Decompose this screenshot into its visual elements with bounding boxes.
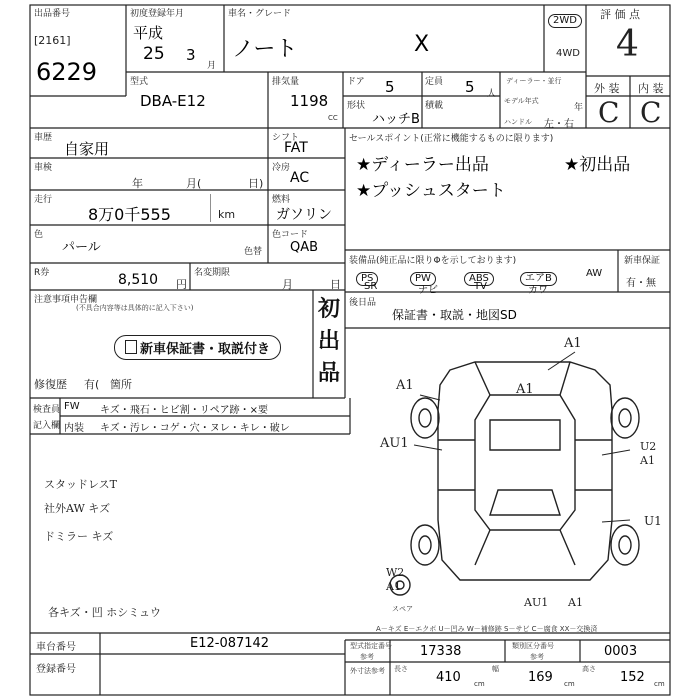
- category-number: 0003: [604, 644, 638, 659]
- inspection-year: 年: [132, 177, 143, 190]
- lot-code: [2161]: [34, 34, 71, 47]
- exterior-label: 外 装: [594, 82, 620, 95]
- dims-label: 外寸法参考: [350, 667, 385, 675]
- height-unit: cm: [654, 680, 665, 688]
- history-label: 車歴: [34, 133, 53, 143]
- year-unit: 年: [574, 103, 584, 113]
- capacity-label: 定員: [425, 77, 444, 87]
- handwritten-note-4: 各キズ・凹 ホシミュウ: [48, 606, 162, 619]
- category-ref: 参考: [530, 653, 544, 661]
- equip-airbag: エアB: [520, 266, 557, 286]
- displacement: 1198: [290, 92, 329, 110]
- interior-label: 内 装: [638, 82, 664, 95]
- equip-abs: ABS: [464, 266, 494, 286]
- lot-label: 出品番号: [34, 9, 71, 19]
- color-code: QAB: [290, 240, 319, 255]
- equip-sr: SR: [364, 281, 378, 292]
- equipment-label: 装備品(純正品に限りΦを示しております): [349, 256, 517, 266]
- equip-tv: TV: [474, 281, 487, 292]
- lot-number: 6229: [36, 58, 98, 86]
- category-label: 類別区分番号: [512, 642, 554, 650]
- inspection-month: 月(: [186, 177, 202, 190]
- damage-a1-bottom: A1: [568, 596, 583, 609]
- month-unit: 月: [207, 61, 217, 71]
- width-unit: cm: [564, 680, 575, 688]
- damage-legend: A－キズ E－エクボ U－凹み W－補修跡 S－サビ C－腐食 XX－交換済: [376, 625, 598, 633]
- shift: FAT: [284, 140, 308, 156]
- stamp-char-2: 出: [317, 329, 340, 354]
- recycle-label: R券: [34, 268, 50, 278]
- model-spec-ref: 参考: [360, 653, 374, 661]
- stamp-char-1: 初: [317, 297, 340, 322]
- model-year-label: モデル年式: [504, 97, 539, 105]
- after-label: 後日品: [349, 298, 377, 308]
- fuel-label: 燃料: [272, 195, 291, 205]
- new-warranty-value: 有・無: [626, 278, 656, 289]
- inspector-label-2: 記入欄: [33, 421, 61, 431]
- car-name: ノート: [232, 37, 298, 62]
- notes-label: 注意事項申告欄: [34, 295, 98, 305]
- equip-aw: AW: [586, 268, 603, 279]
- loading-label: 積載: [425, 101, 444, 111]
- era: 平成: [133, 24, 164, 42]
- color: パール: [62, 240, 101, 255]
- model-spec-label: 型式指定番号: [350, 642, 392, 650]
- damage-a1-w2: A1: [386, 580, 401, 593]
- shape-label: 形状: [347, 101, 366, 111]
- door-label: ドア: [347, 77, 365, 87]
- shift-label: シフト: [272, 133, 300, 143]
- handle: 左・右: [544, 119, 574, 130]
- handwritten-note-2: 社外AW キズ: [44, 502, 111, 515]
- length-label: 長さ: [394, 665, 408, 673]
- inspector-row1: キズ・飛石・ヒビ割・リペア跡・×要: [100, 405, 268, 416]
- first-listing-stamp: [314, 294, 344, 390]
- first-reg-label: 初度登録年月: [130, 9, 185, 19]
- dealer-parallel: ディーラー・並行: [506, 77, 562, 85]
- model-label: 型式: [130, 77, 149, 87]
- inspector-label-1: 検査員: [33, 405, 61, 415]
- inspection-day: 日): [248, 177, 264, 190]
- first-reg-year: 25: [143, 44, 165, 64]
- history-value: 自家用: [64, 140, 110, 158]
- ac-label: 冷房: [272, 163, 291, 173]
- damage-a1-left: A1: [396, 378, 414, 393]
- inspector-row1-head: FW: [64, 401, 80, 412]
- chassis-number: E12-087142: [190, 636, 270, 651]
- damage-u1-right: U1: [644, 514, 662, 528]
- height-label: 高さ: [582, 665, 596, 673]
- fuel: ガソリン: [276, 207, 332, 223]
- equip-leather: カワ: [528, 285, 548, 296]
- damage-au1-left: AU1: [380, 436, 409, 451]
- displacement-label: 排気量: [272, 77, 300, 87]
- handle-label: ハンドル: [504, 118, 532, 126]
- damage-a1-center: A1: [516, 382, 534, 397]
- damage-a1-right: A1: [640, 454, 655, 467]
- repair-unit: 箇所: [110, 378, 132, 391]
- equip-navi: ナビ: [418, 285, 438, 296]
- height-value: 152: [620, 670, 645, 685]
- drive-2wd: 2WD: [548, 8, 582, 28]
- exterior-grade: C: [598, 96, 620, 129]
- stamp-char-3: 品: [317, 361, 340, 386]
- color-label: 色: [34, 230, 44, 240]
- selling-point-3: ★プッシュスタート: [356, 181, 506, 201]
- score-label: 評 価 点: [600, 8, 640, 21]
- recycle: 8,510: [118, 272, 159, 288]
- repair-value: 有(: [84, 378, 100, 391]
- recolor-label: 色替: [244, 247, 263, 257]
- model: DBA-E12: [140, 92, 206, 110]
- transfer-label: 名変期限: [194, 268, 231, 278]
- equip-pw: PW: [410, 266, 436, 286]
- selling-point-2: ★初出品: [564, 155, 631, 175]
- shape: ハッチB: [372, 112, 420, 127]
- interior-grade: C: [640, 96, 662, 129]
- score-value: 4: [616, 24, 639, 65]
- doors: 5: [385, 78, 395, 96]
- drive-4wd: 4WD: [556, 48, 580, 59]
- model-spec-number: 17338: [420, 644, 462, 659]
- damage-u2-right: U2: [640, 440, 657, 453]
- first-reg-month: 3: [186, 46, 196, 64]
- after-value: 保証書・取説・地図SD: [392, 308, 517, 322]
- equip-ps: PS: [356, 266, 378, 286]
- person-unit: 人: [487, 89, 497, 99]
- inspection-label: 車検: [34, 163, 53, 173]
- registration-label: 登録番号: [36, 664, 76, 675]
- damage-w2: W2: [386, 566, 405, 579]
- mileage-label: 走行: [34, 195, 53, 205]
- handwritten-note-3: ドミラー キズ: [44, 530, 114, 543]
- grade: X: [414, 32, 430, 57]
- inspector-row2-head: 内装: [64, 423, 84, 434]
- km-divider: [210, 194, 211, 222]
- length-value: 410: [436, 670, 461, 685]
- handwritten-note-1: スタッドレスT: [44, 478, 118, 491]
- repair-label: 修復歴: [34, 378, 67, 391]
- transfer-day: 日: [330, 278, 341, 291]
- damage-au1-bottom: AU1: [524, 596, 549, 609]
- width-value: 169: [528, 670, 553, 685]
- width-label: 幅: [492, 665, 499, 673]
- notes-sub: (不具合内容等は具体的に記入下さい): [76, 304, 194, 312]
- spare-label: スペア: [392, 605, 413, 613]
- inspector-row2: キズ・汚レ・コゲ・穴・ヌレ・キレ・破レ: [100, 423, 290, 434]
- transfer-month: 月: [282, 278, 293, 291]
- cc-unit: CC: [328, 114, 338, 122]
- km-unit: km: [218, 208, 236, 221]
- chassis-label: 車台番号: [36, 642, 76, 653]
- capacity: 5: [465, 78, 475, 96]
- selling-point-1: ★ディーラー出品: [356, 155, 489, 175]
- car-name-label: 車名・グレード: [228, 9, 292, 19]
- color-code-label: 色コード: [272, 230, 309, 240]
- selling-label: セールスポイント(正常に機能するものに限ります): [349, 134, 554, 144]
- yen-unit: 円: [176, 278, 187, 291]
- mileage: 8万0千555: [88, 205, 171, 224]
- damage-a1-top: A1: [564, 336, 582, 351]
- length-unit: cm: [474, 680, 485, 688]
- document-icon: [125, 340, 137, 354]
- warranty-badge: 新車保証書・取説付き: [114, 335, 281, 360]
- ac: AC: [290, 170, 310, 186]
- new-warranty-label: 新車保証: [624, 256, 661, 266]
